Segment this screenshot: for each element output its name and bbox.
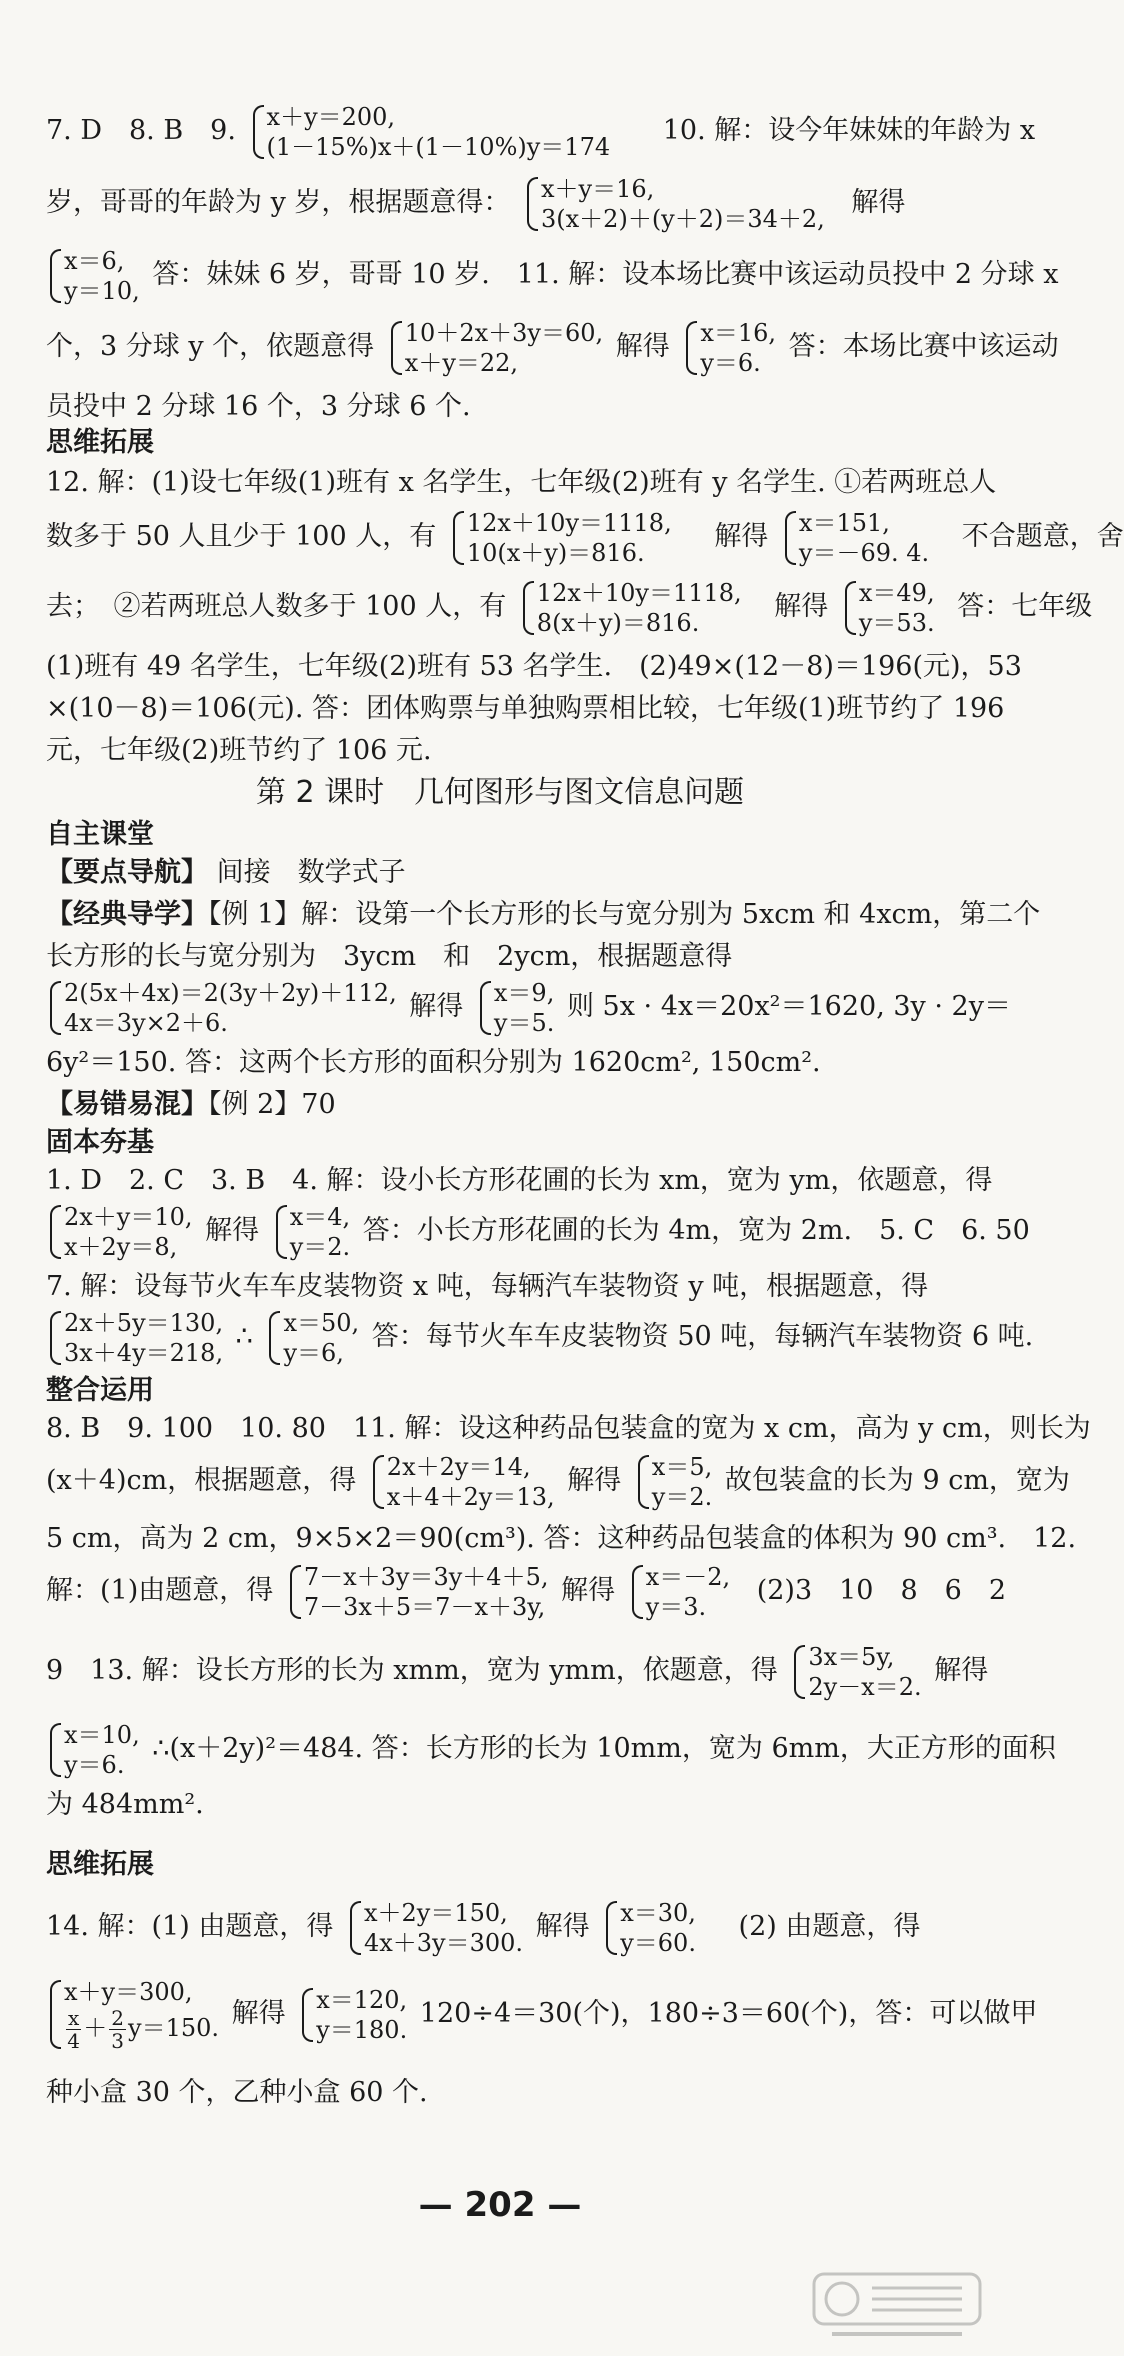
answer-text: (2)3 10 8 6 2 xyxy=(756,1575,1007,1606)
answer-line: 为 484mm². xyxy=(46,1789,204,1820)
answer-line: 种小盒 30 个，乙种小盒 60 个. xyxy=(46,2077,428,2108)
equation: 12x＋10y＝1118, xyxy=(466,508,672,537)
answer-text: 7. D 8. B 9. xyxy=(46,115,236,146)
equation: 3x＝5y, xyxy=(808,1642,895,1671)
answer-text: 岁，哥哥的年龄为 y 岁，根据题意得： xyxy=(46,187,511,218)
equation-system xyxy=(841,578,935,638)
answer-text: 解得 xyxy=(615,331,670,362)
equation: y＝53. xyxy=(858,608,935,637)
equation: x＝4, xyxy=(289,1202,351,1231)
answer-text: ∴(x＋2y)²＝484. 答：长方形的长为 10mm，宽为 6mm，大正方形的面积 xyxy=(152,1733,1056,1764)
answer-line: 1. D 2. C 3. B 4. 解：设小长方形花圃的长为 xm，宽为 ym，依题意，得 xyxy=(46,1165,993,1196)
answer-line: 12. 解：(1)设七年级(1)班有 x 名学生，七年级(2)班有 y 名学生. ①若两班总人 xyxy=(46,467,997,498)
answer-text: 数多于 50 人且少于 100 人，有 xyxy=(46,521,437,552)
equation: x＋y＝16, xyxy=(541,174,655,203)
equation-system xyxy=(272,1202,350,1262)
equation-system xyxy=(46,1977,219,2052)
watermark-logo xyxy=(812,2268,982,2348)
equation: y＝6. xyxy=(700,348,761,377)
equation: 10＋2x＋3y＝60, xyxy=(404,318,604,347)
equation: y＝6. xyxy=(64,1750,125,1779)
equation: 7－x＋3y＝3y＋4＋5, xyxy=(303,1562,549,1591)
answer-text: 答：七年级 xyxy=(957,591,1093,622)
answer-text: 解得 xyxy=(774,591,829,622)
equation: x＋y＝200, xyxy=(266,102,396,131)
equation-system xyxy=(265,1308,359,1368)
equation: 4x＝3y×2＋6. xyxy=(64,1008,228,1037)
answer-line xyxy=(46,1966,1038,2062)
section-heading: 自主课堂 xyxy=(46,819,154,850)
equation-system xyxy=(46,1202,193,1262)
equation-system xyxy=(46,1308,223,1368)
answer-line xyxy=(46,316,1059,378)
answer-text: 【例 1】解：设第一个长方形的长与宽分别为 5xcm 和 4xcm，第二个 xyxy=(208,899,1041,930)
answer-text: 个，3 分球 y 个，依题意得 xyxy=(46,331,375,362)
answer-text: 则 5x · 4x＝20x²＝1620, 3y · 2y＝ xyxy=(566,991,1011,1022)
answer-line: 元，七年级(2)班节约了 106 元. xyxy=(46,735,432,766)
equation-system xyxy=(249,102,611,162)
answer-text: 14. 解：(1) 由题意，得 xyxy=(46,1911,334,1942)
section-heading: 思维拓展 xyxy=(46,427,154,458)
equation-system xyxy=(298,1985,407,2045)
answer-line xyxy=(46,1718,1056,1780)
equation: 2y－x＝2. xyxy=(808,1672,922,1701)
answer-text: 解得 xyxy=(851,187,906,218)
answer-line xyxy=(46,1450,1070,1512)
numerator: 2 xyxy=(111,2006,125,2030)
equation: 3x＋4y＝218, xyxy=(64,1338,224,1367)
answer-text: 解得 xyxy=(934,1655,989,1686)
section-heading: 思维拓展 xyxy=(46,1849,154,1880)
answer-line xyxy=(46,172,960,234)
answer-line xyxy=(46,898,1041,932)
answer-text: (x＋4)cm，根据题意，得 xyxy=(46,1465,357,1496)
equation xyxy=(64,2007,219,2052)
equation: 8(x＋y)＝816. xyxy=(536,608,700,637)
answer-line xyxy=(46,1560,1007,1622)
denominator: 3 xyxy=(111,2029,125,2053)
equation: x＋2y＝150, xyxy=(363,1898,508,1927)
bracket-label: 【要点导航】 xyxy=(46,857,208,888)
answer-line: ×(10－8)＝106(元). 答：团体购票与单独购票相比较，七年级(1)班节约了 196 xyxy=(46,693,1005,724)
equation-system xyxy=(46,1720,140,1780)
equation: x＝6, xyxy=(64,246,125,275)
equation: 2x＋y＝10, xyxy=(64,1202,193,1231)
denominator: 4 xyxy=(67,2029,80,2053)
answer-line: 8. B 9. 100 10. 80 11. 解：设这种药品包装盒的宽为 x cm，高为 y cm，则长为 xyxy=(46,1413,1091,1444)
equation: (1－15%)x＋(1－10%)y＝174 xyxy=(266,132,611,161)
answer-text: 9 13. 解：设长方形的长为 xmm，宽为 ymm，依题意，得 xyxy=(46,1655,778,1686)
equation: 10(x＋y)＝816. xyxy=(466,538,645,567)
answer-text: 答：每节火车车皮装物资 50 吨，每辆汽车装物资 6 吨. xyxy=(371,1321,1034,1352)
answer-line xyxy=(46,244,1059,306)
answer-text: 间接 数学式子 xyxy=(216,857,406,888)
equation: x＝151, xyxy=(798,508,890,537)
equation: x＝30, xyxy=(620,1898,696,1927)
answer-text: 答：妹妹 6 岁，哥哥 10 岁. 11. 解：设本场比赛中该运动员投中 2 分球 x xyxy=(152,259,1059,290)
answer-text: 解得 xyxy=(714,521,769,552)
equation-system xyxy=(519,578,742,638)
answer-line xyxy=(46,506,1124,568)
equation-system xyxy=(602,1898,696,1958)
equation: 2x＋2y＝14, xyxy=(386,1452,531,1481)
answer-text: 解得 xyxy=(231,1998,286,2029)
answer-text: 去； ②若两班总人数多于 100 人，有 xyxy=(46,591,507,622)
answer-text: 答：本场比赛中该运动 xyxy=(788,331,1059,362)
answer-line: 5 cm，高为 2 cm，9×5×2＝90(cm³). 答：这种药品包装盒的体积为 90 cm³. 12. xyxy=(46,1523,1077,1554)
answer-text: 解得 xyxy=(205,1215,260,1246)
equation: x＝9, xyxy=(493,978,555,1007)
therefore-symbol: ∴ xyxy=(235,1321,253,1352)
answer-text: 解得 xyxy=(561,1575,616,1606)
answer-line xyxy=(46,856,960,890)
equation: y＝－69. 4. xyxy=(798,538,930,567)
equation: 12x＋10y＝1118, xyxy=(536,578,742,607)
equation-system xyxy=(634,1452,712,1512)
equation: x＝49, xyxy=(858,578,935,607)
equation-system xyxy=(523,174,825,234)
section-heading: 整合运用 xyxy=(46,1375,154,1406)
answer-line: 7. 解：设每节火车车皮装物资 x 吨，每辆汽车装物资 y 吨，根据题意，得 xyxy=(46,1271,929,1302)
equation: x＋y＝300, xyxy=(64,1978,193,2006)
answer-text: 解得 xyxy=(409,991,464,1022)
equation: y＝2. xyxy=(651,1482,713,1511)
equation-text: y＝150. xyxy=(128,2014,220,2042)
equation-system xyxy=(369,1452,555,1512)
answer-line: 长方形的长与宽分别为 3ycm 和 2ycm，根据题意得 xyxy=(46,941,733,972)
answer-text: 解得 xyxy=(535,1911,590,1942)
answer-line: 6y²＝150. 答：这两个长方形的面积分别为 1620cm², 150cm². xyxy=(46,1047,821,1078)
page-number: — 202 — xyxy=(418,2185,582,2225)
answer-text: 故包装盒的长为 9 cm，宽为 xyxy=(724,1465,1070,1496)
answer-text: 【例 2】70 xyxy=(208,1089,336,1120)
equation-system xyxy=(790,1642,921,1702)
answer-line: 员投中 2 分球 16 个，3 分球 6 个. xyxy=(46,391,471,422)
equation: 2x＋5y＝130, xyxy=(64,1308,224,1337)
fraction xyxy=(109,2007,126,2052)
answer-text: (2) 由题意，得 xyxy=(738,1911,921,1942)
answer-text: 不合题意，舍 xyxy=(961,521,1124,552)
equation: y＝2. xyxy=(289,1232,351,1261)
equation: x＋2y＝8, xyxy=(64,1232,178,1261)
answer-text: 解得 xyxy=(567,1465,622,1496)
equation: x＝10, xyxy=(64,1720,140,1749)
fraction xyxy=(66,2007,81,2052)
equation: 3(x＋2)＋(y＋2)＝34＋2, xyxy=(541,204,825,233)
answer-text: 答：小长方形花圃的长为 4m，宽为 2m. 5. C 6. 50 xyxy=(362,1215,1030,1246)
equation: 7－3x＋5＝7－x＋3y, xyxy=(303,1592,546,1621)
equation-system xyxy=(286,1562,549,1622)
equation: x＝120, xyxy=(316,1985,408,2014)
equation: y＝6, xyxy=(283,1338,344,1367)
equation-system xyxy=(46,246,140,306)
numerator: x xyxy=(68,2006,80,2030)
equation-system xyxy=(476,978,554,1038)
answer-line xyxy=(46,100,1036,162)
answer-line xyxy=(46,1640,989,1702)
equation-system xyxy=(449,508,672,568)
equation: 2(5x＋4x)＝2(3y＋2y)＋112, xyxy=(64,978,397,1007)
equation: x＝5, xyxy=(651,1452,713,1481)
operator: ＋ xyxy=(83,2014,108,2042)
equation: x＋y＝22, xyxy=(404,348,519,377)
answer-line xyxy=(46,1306,1034,1368)
equation-system xyxy=(46,978,397,1038)
lesson-title: 第 2 课时 几何图形与图文信息问题 xyxy=(255,775,745,810)
equation-system xyxy=(628,1562,730,1622)
answer-line: (1)班有 49 名学生，七年级(2)班有 53 名学生. (2)49×(12－8)＝196(元)，53 xyxy=(46,651,1022,682)
equation: x＝－2, xyxy=(645,1562,731,1591)
equation: y＝10, xyxy=(64,276,140,305)
equation-system xyxy=(682,318,776,378)
answer-text: 120÷4＝30(个)，180÷3＝60(个)，答：可以做甲 xyxy=(419,1998,1038,2029)
bracket-label: 【易错易混】 xyxy=(46,1089,208,1120)
bracket-label: 【经典导学】 xyxy=(46,899,208,930)
equation: x＋4＋2y＝13, xyxy=(386,1482,555,1511)
equation: y＝3. xyxy=(645,1592,707,1621)
answer-line xyxy=(46,576,1093,638)
equation: y＝60. xyxy=(620,1928,696,1957)
equation: 4x＋3y＝300. xyxy=(363,1928,524,1957)
answer-line xyxy=(46,976,1011,1038)
equation: y＝5. xyxy=(493,1008,555,1037)
answer-line xyxy=(46,1200,1030,1262)
section-heading: 固本夯基 xyxy=(46,1127,154,1158)
answer-text: 解：(1)由题意，得 xyxy=(46,1575,274,1606)
equation-system xyxy=(781,508,929,568)
answer-line xyxy=(46,1896,960,1958)
answer-line xyxy=(46,1088,960,1122)
equation: x＝50, xyxy=(283,1308,360,1337)
equation: x＝16, xyxy=(700,318,777,347)
equation-system xyxy=(387,318,603,378)
equation-system xyxy=(346,1898,523,1958)
equation: y＝180. xyxy=(316,2015,408,2044)
answer-text: 10. 解：设今年妹妹的年龄为 x xyxy=(662,115,1036,146)
